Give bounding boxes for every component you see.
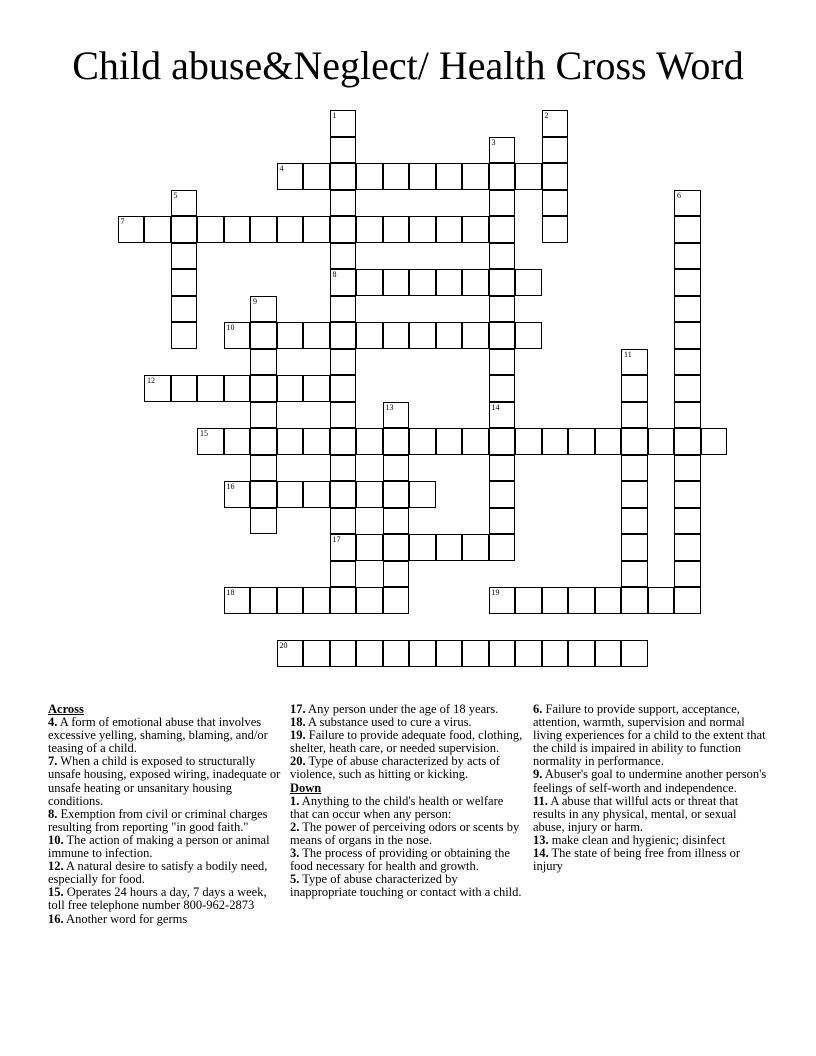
clue-column-3: [533, 703, 768, 873]
grid-cell[interactable]: [489, 587, 516, 614]
grid-cell[interactable]: [303, 481, 330, 508]
clue-number: 4: [279, 164, 284, 173]
grid-cell[interactable]: [330, 137, 357, 164]
across-clues: [48, 716, 283, 926]
grid-cell[interactable]: [542, 137, 569, 164]
clue-number: 7: [120, 217, 125, 226]
grid-cell[interactable]: [595, 428, 622, 455]
clue-text: A substance used to cure a virus.: [305, 715, 472, 730]
grid-cell[interactable]: [621, 455, 648, 482]
grid-cell[interactable]: [330, 190, 357, 217]
grid-cell[interactable]: [621, 587, 648, 614]
grid-cell[interactable]: [436, 534, 463, 561]
grid-cell[interactable]: [674, 561, 701, 588]
grid-cell[interactable]: [489, 640, 516, 667]
clue: [48, 834, 283, 860]
grid-cell[interactable]: [356, 534, 383, 561]
grid-cell[interactable]: [489, 296, 516, 323]
grid-cell[interactable]: [489, 322, 516, 349]
clue-text: When a child is exposed to structurally unsafe housing, exposed wiring, inadequate or unsafe heating or unsanitary housing conditions.: [48, 754, 281, 808]
grid-cell[interactable]: [330, 322, 357, 349]
grid-cell[interactable]: [330, 481, 357, 508]
grid-cell[interactable]: [674, 534, 701, 561]
grid-cell[interactable]: [356, 587, 383, 614]
puzzle-title: Child abuse&Neglect/ Health Cross Word: [72, 43, 744, 88]
clue: [533, 768, 768, 794]
grid-cell[interactable]: [250, 481, 277, 508]
grid-cell[interactable]: [250, 322, 277, 349]
grid-cell[interactable]: [330, 455, 357, 482]
grid-cell[interactable]: [674, 481, 701, 508]
grid-cell[interactable]: [356, 216, 383, 243]
grid-cell[interactable]: [409, 163, 436, 190]
grid-cell[interactable]: [436, 640, 463, 667]
clue: [290, 755, 525, 781]
grid-cell[interactable]: [621, 534, 648, 561]
grid-cell[interactable]: [250, 375, 277, 402]
clue-num: 5.: [290, 872, 300, 887]
grid-cell[interactable]: [542, 110, 569, 137]
grid-cell[interactable]: [171, 190, 198, 217]
grid-cell[interactable]: [674, 322, 701, 349]
grid-cell[interactable]: [303, 322, 330, 349]
clue-text: A form of emotional abuse that involves excessive yelling, shaming, blaming, and/or teasing of a child.: [48, 715, 268, 756]
grid-cell[interactable]: [330, 402, 357, 429]
clue: [533, 795, 768, 834]
grid-cell[interactable]: [489, 190, 516, 217]
grid-cell[interactable]: [250, 349, 277, 376]
clue-number: 19: [491, 588, 500, 597]
grid-cell[interactable]: [489, 216, 516, 243]
clue-number: 5: [173, 190, 178, 200]
grid-cell[interactable]: [330, 216, 357, 243]
grid-cell[interactable]: [409, 322, 436, 349]
grid-cell[interactable]: [515, 640, 542, 667]
grid-cell[interactable]: [224, 587, 251, 614]
grid-cell[interactable]: [489, 269, 516, 296]
grid-cell[interactable]: [515, 269, 542, 296]
grid-cell[interactable]: [277, 640, 304, 667]
grid-cell[interactable]: [595, 640, 622, 667]
grid-cell[interactable]: [250, 428, 277, 455]
grid-cell[interactable]: [542, 428, 569, 455]
grid-cell[interactable]: [383, 428, 410, 455]
grid-cell[interactable]: [197, 375, 224, 402]
grid-cell[interactable]: [621, 402, 648, 429]
clue-number: 6: [677, 190, 681, 200]
clue-number: 12: [147, 376, 155, 385]
grid-cell[interactable]: [542, 216, 569, 243]
grid-cell[interactable]: [383, 640, 410, 667]
grid-cell[interactable]: [462, 534, 489, 561]
grid-cell[interactable]: [303, 216, 330, 243]
grid-cell[interactable]: [250, 216, 277, 243]
grid-cell[interactable]: [621, 508, 648, 535]
grid-cell[interactable]: [409, 640, 436, 667]
clue-num: 6.: [533, 702, 543, 716]
grid-cell[interactable]: [330, 163, 357, 190]
grid-cell[interactable]: [462, 428, 489, 455]
clue-num: 10.: [48, 832, 64, 847]
clue-number: 1: [332, 111, 337, 120]
clue-number: 15: [200, 429, 208, 438]
grid-cell[interactable]: [621, 561, 648, 588]
grid-cell[interactable]: [277, 428, 304, 455]
grid-cell[interactable]: [648, 587, 675, 614]
grid-cell[interactable]: [383, 216, 410, 243]
grid-cell[interactable]: [648, 428, 675, 455]
grid-cell[interactable]: [356, 640, 383, 667]
clue-number: 20: [279, 641, 288, 650]
grid-cell[interactable]: [277, 481, 304, 508]
grid-cell[interactable]: [330, 269, 357, 296]
clue-text: Type of abuse characterized by acts of violence, such as hitting or kicking.: [290, 754, 500, 782]
clue-num: 17.: [290, 702, 306, 716]
clue: [290, 821, 525, 847]
clue: [533, 703, 768, 768]
clue: [290, 873, 525, 899]
clue-text: The process of providing or obtaining the food necessary for health and growth.: [290, 846, 510, 874]
clue-text: A abuse that willful acts or threat that results in any physical, mental, or sexual abuse, injury or harm.: [533, 793, 739, 834]
clue: [533, 847, 768, 873]
grid-cell[interactable]: [356, 163, 383, 190]
grid-cell[interactable]: [462, 322, 489, 349]
grid-cell[interactable]: [621, 349, 648, 376]
grid-cell[interactable]: [674, 269, 701, 296]
clue-number: 17: [332, 535, 341, 544]
grid-cell[interactable]: [250, 508, 277, 535]
grid-cell[interactable]: [409, 428, 436, 455]
clue-number: 10: [226, 323, 235, 332]
clue-number: 16: [226, 482, 235, 491]
grid-cell[interactable]: [674, 216, 701, 243]
clue-text: The state of being free from illness or injury: [533, 846, 741, 874]
grid-cell[interactable]: [356, 481, 383, 508]
grid-cell[interactable]: [144, 375, 171, 402]
clue-num: 20.: [290, 754, 306, 769]
grid-cell[interactable]: [330, 349, 357, 376]
clue-text: Failure to provide support, acceptance, attention, warmth, supervision and normal living experiences for a child to the extent that the child is impaired in ability to function normality in performance.: [533, 702, 766, 769]
clue-num: 9.: [533, 767, 543, 782]
grid-cell[interactable]: [515, 587, 542, 614]
grid-cell[interactable]: [489, 163, 516, 190]
grid-cell[interactable]: [489, 243, 516, 270]
clue-text: A natural desire to satisfy a bodily need, especially for food.: [48, 859, 268, 887]
grid-cell[interactable]: [701, 428, 728, 455]
clue: [48, 755, 283, 807]
grid-cell[interactable]: [621, 428, 648, 455]
grid-cell[interactable]: [118, 216, 145, 243]
grid-cell[interactable]: [409, 481, 436, 508]
grid-cell[interactable]: [621, 375, 648, 402]
down-heading: Down: [290, 780, 322, 795]
grid-cell[interactable]: [356, 322, 383, 349]
clue: [290, 729, 525, 755]
clue-num: 7.: [48, 754, 58, 769]
clue: [290, 795, 525, 821]
clue-number: 18: [226, 588, 235, 597]
grid-cell[interactable]: [674, 587, 701, 614]
grid-cell[interactable]: [383, 508, 410, 535]
grid-cell[interactable]: [356, 269, 383, 296]
grid-cell[interactable]: [489, 534, 516, 561]
clue-text: Operates 24 hours a day, 7 days a week, toll free telephone number 800-962-2873: [48, 885, 267, 913]
grid-cell[interactable]: [489, 455, 516, 482]
grid-cell[interactable]: [197, 428, 224, 455]
clue: [290, 847, 525, 873]
grid-cell[interactable]: [303, 428, 330, 455]
grid-cell[interactable]: [303, 375, 330, 402]
grid-cell[interactable]: [277, 587, 304, 614]
grid-cell[interactable]: [383, 481, 410, 508]
clue-num: 12.: [48, 859, 64, 874]
grid-cell[interactable]: [568, 587, 595, 614]
grid-cell[interactable]: [303, 640, 330, 667]
grid-cell[interactable]: [277, 322, 304, 349]
clue-num: 3.: [290, 846, 300, 861]
clue: [48, 860, 283, 886]
grid-cell[interactable]: [674, 455, 701, 482]
clue: [48, 808, 283, 834]
grid-cell[interactable]: [674, 428, 701, 455]
grid-cell[interactable]: [542, 640, 569, 667]
grid-cell[interactable]: [436, 322, 463, 349]
grid-cell[interactable]: [489, 508, 516, 535]
grid-cell[interactable]: [409, 216, 436, 243]
grid-cell[interactable]: [171, 296, 198, 323]
grid-cell[interactable]: [489, 137, 516, 164]
grid-cell[interactable]: [383, 322, 410, 349]
grid-cell[interactable]: [674, 349, 701, 376]
grid-cell[interactable]: [171, 322, 198, 349]
grid-cell[interactable]: [409, 269, 436, 296]
grid-cell[interactable]: [330, 375, 357, 402]
clue-num: 2.: [290, 819, 300, 834]
clue-text: Exemption from civil or criminal charges resulting from reporting "in good faith.": [48, 806, 268, 834]
grid-cell[interactable]: [330, 561, 357, 588]
grid-cell[interactable]: [383, 587, 410, 614]
clue-num: 8.: [48, 806, 58, 821]
grid-cell[interactable]: [383, 402, 410, 429]
clue-num: 16.: [48, 911, 64, 926]
grid-cell[interactable]: [436, 163, 463, 190]
clue-num: 13.: [533, 832, 549, 847]
grid-cell[interactable]: [489, 428, 516, 455]
grid-cell[interactable]: [409, 534, 436, 561]
grid-cell[interactable]: [621, 640, 648, 667]
grid-cell[interactable]: [224, 481, 251, 508]
grid-cell[interactable]: [462, 216, 489, 243]
clue-num: 14.: [533, 846, 549, 861]
clue-num: 1.: [290, 793, 300, 808]
grid-cell[interactable]: [330, 508, 357, 535]
grid-cell[interactable]: [674, 508, 701, 535]
grid-cell[interactable]: [568, 640, 595, 667]
clue-text: The action of making a person or animal immune to infection.: [48, 832, 270, 861]
grid-cell[interactable]: [542, 587, 569, 614]
clue-num: 19.: [290, 728, 306, 743]
grid-cell[interactable]: [542, 163, 569, 190]
grid-cell[interactable]: [250, 402, 277, 429]
grid-cell[interactable]: [171, 243, 198, 270]
grid-cell[interactable]: [277, 216, 304, 243]
grid-cell[interactable]: [224, 428, 251, 455]
clue-text: Abuser's goal to undermine another person's feelings of self-worth and independence.: [533, 767, 767, 795]
clue: [48, 886, 283, 912]
grid-cell[interactable]: [436, 428, 463, 455]
grid-cell[interactable]: [356, 428, 383, 455]
grid-cell[interactable]: [277, 375, 304, 402]
clue-number: 8: [332, 270, 337, 279]
grid-cell[interactable]: [489, 375, 516, 402]
grid-cell[interactable]: [383, 561, 410, 588]
grid-cell[interactable]: [489, 349, 516, 376]
grid-cell[interactable]: [436, 269, 463, 296]
grid-cell[interactable]: [674, 190, 701, 217]
clue-number: 14: [491, 402, 500, 412]
clue-number: 3: [491, 137, 496, 147]
grid-cell[interactable]: [542, 190, 569, 217]
grid-cell[interactable]: [171, 269, 198, 296]
grid-cell[interactable]: [462, 640, 489, 667]
grid-cell[interactable]: [674, 296, 701, 323]
grid-cell[interactable]: [224, 216, 251, 243]
grid-cell[interactable]: [674, 402, 701, 429]
grid-cell[interactable]: [568, 428, 595, 455]
grid-cell[interactable]: [277, 163, 304, 190]
clue-number: 9: [253, 296, 257, 306]
grid-cell[interactable]: [595, 587, 622, 614]
grid-cell[interactable]: [224, 322, 251, 349]
grid-cell[interactable]: [621, 481, 648, 508]
grid-cell[interactable]: [383, 534, 410, 561]
clue-num: 18.: [290, 715, 306, 730]
clue: [48, 716, 283, 755]
grid-cell[interactable]: [436, 216, 463, 243]
clue-column-2: [290, 703, 525, 899]
clue-column-1: [48, 703, 283, 926]
grid-cell[interactable]: [224, 375, 251, 402]
grid-cell[interactable]: [462, 269, 489, 296]
grid-cell[interactable]: [515, 428, 542, 455]
clue-text: Another word for germs: [63, 911, 188, 926]
grid-cell[interactable]: [489, 402, 516, 429]
grid-cell[interactable]: [303, 587, 330, 614]
clue-text: Anything to the child's health or welfare that can occur when any person:: [290, 793, 504, 821]
grid-cell[interactable]: [330, 587, 357, 614]
grid-cell[interactable]: [303, 163, 330, 190]
clue-num: 4.: [48, 715, 58, 730]
grid-cell[interactable]: [330, 110, 357, 137]
grid-cell[interactable]: [330, 428, 357, 455]
grid-cell[interactable]: [383, 163, 410, 190]
grid-cell[interactable]: [383, 455, 410, 482]
clue-number: 2: [544, 111, 549, 120]
grid-cell[interactable]: [250, 587, 277, 614]
grid-cell[interactable]: [515, 163, 542, 190]
grid-cell[interactable]: [330, 534, 357, 561]
grid-cell[interactable]: [171, 216, 198, 243]
grid-cell[interactable]: [674, 375, 701, 402]
clue-number: 11: [624, 349, 632, 359]
across-heading: Across: [48, 702, 84, 716]
grid-cell[interactable]: [462, 163, 489, 190]
clue-text: Type of abuse characterized by inappropriate touching or contact with a child.: [290, 872, 522, 900]
grid-cell[interactable]: [250, 296, 277, 323]
clue-text: The power of perceiving odors or scents by means of organs in the nose.: [290, 819, 520, 847]
grid-cell[interactable]: [515, 322, 542, 349]
grid-cell[interactable]: [171, 375, 198, 402]
grid-cell[interactable]: [330, 243, 357, 270]
grid-cell[interactable]: [197, 216, 224, 243]
clue-number: 13: [385, 402, 394, 412]
grid-cell[interactable]: [330, 640, 357, 667]
grid-cell[interactable]: [674, 243, 701, 270]
grid-cell[interactable]: [250, 455, 277, 482]
grid-cell[interactable]: [144, 216, 171, 243]
clue-text: Failure to provide adequate food, clothing, shelter, heath care, or needed supervision.: [290, 728, 523, 756]
clue: [48, 913, 283, 926]
clue-num: 11.: [533, 793, 548, 808]
clue-text: make clean and hygienic; disinfect: [548, 832, 726, 847]
grid-cell[interactable]: [383, 269, 410, 296]
clue-text: Any person under the age of 18 years.: [305, 702, 499, 716]
clue-num: 15.: [48, 885, 64, 900]
grid-cell[interactable]: [330, 296, 357, 323]
grid-cell[interactable]: [489, 481, 516, 508]
